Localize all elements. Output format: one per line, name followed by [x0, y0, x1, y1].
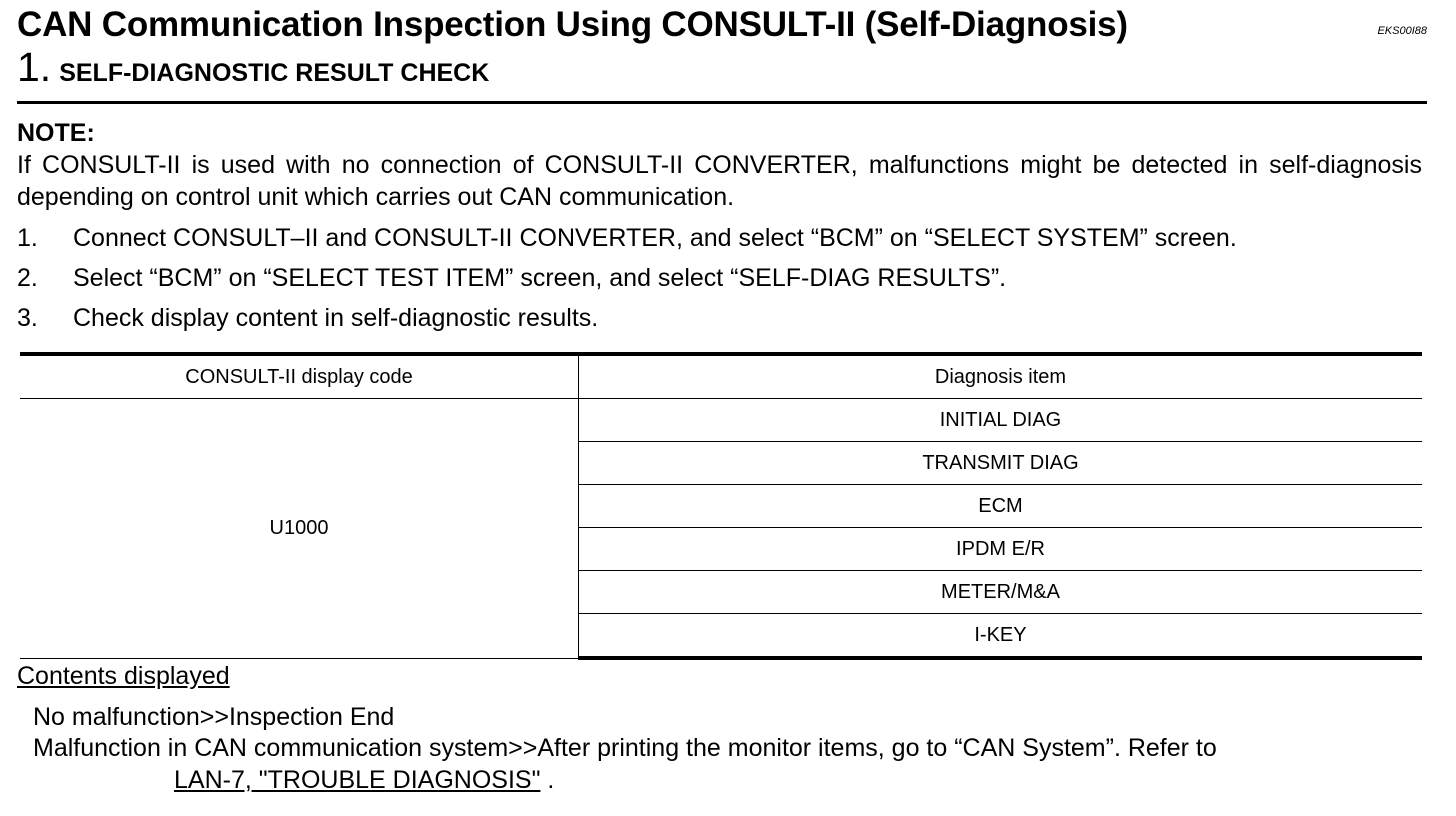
procedure-step [17, 221, 1427, 261]
table-header-row [20, 354, 1422, 399]
trouble-diagnosis-link[interactable]: LAN-7, "TROUBLE DIAGNOSIS" [174, 766, 541, 794]
reference-line [174, 764, 554, 796]
heading-divider [17, 101, 1427, 104]
step-title: SELF-DIAGNOSTIC RESULT CHECK [59, 59, 490, 87]
result-malfunction: Malfunction in CAN communication system>>After printing the monitor items, go to “CAN System”. Refer to [33, 734, 1217, 762]
procedure-step-number: 2. [17, 264, 38, 292]
diagnosis-item-cell: INITIAL DIAG [579, 399, 1423, 442]
procedure-step [17, 301, 1427, 341]
procedure-list [17, 221, 1427, 341]
result-no-malfunction: No malfunction>>Inspection End [33, 703, 395, 731]
procedure-step-number: 3. [17, 304, 38, 332]
procedure-step [17, 261, 1427, 301]
diagnosis-item-cell: METER/M&A [579, 571, 1423, 614]
step-number: 1. [17, 44, 52, 90]
procedure-step-number: 1. [17, 224, 38, 252]
diagnosis-item-cell: ECM [579, 485, 1423, 528]
step-heading [17, 44, 489, 96]
column-header-display-code: CONSULT-II display code [20, 354, 579, 399]
procedure-step-text: Select “BCM” on “SELECT TEST ITEM” screen, and select “SELF-DIAG RESULTS”. [73, 264, 1007, 292]
diagnosis-item-cell: I-KEY [579, 614, 1423, 659]
note-label: NOTE: [17, 119, 95, 147]
contents-displayed-label: Contents displayed [17, 662, 230, 690]
document-id: EKS00I88 [1377, 25, 1427, 37]
table-row [20, 399, 1422, 442]
diagnosis-item-cell: TRANSMIT DIAG [579, 442, 1423, 485]
page-title: CAN Communication Inspection Using CONSULT-II (Self-Diagnosis) [17, 5, 1128, 44]
column-header-diagnosis-item: Diagnosis item [579, 354, 1423, 399]
display-code-cell: U1000 [20, 399, 579, 659]
procedure-step-text: Connect CONSULT–II and CONSULT-II CONVERTER, and select “BCM” on “SELECT SYSTEM” screen. [73, 224, 1237, 252]
diagnosis-table [20, 352, 1422, 660]
diagnosis-item-cell: IPDM E/R [579, 528, 1423, 571]
reference-suffix: . [540, 766, 555, 794]
manual-page [17, 0, 1427, 816]
note-text: If CONSULT-II is used with no connection of CONSULT-II CONVERTER, malfunctions might be detected in self-diagnosis depending on control unit which carries out CAN communication. [17, 151, 1422, 211]
procedure-step-text: Check display content in self-diagnostic results. [73, 304, 599, 332]
